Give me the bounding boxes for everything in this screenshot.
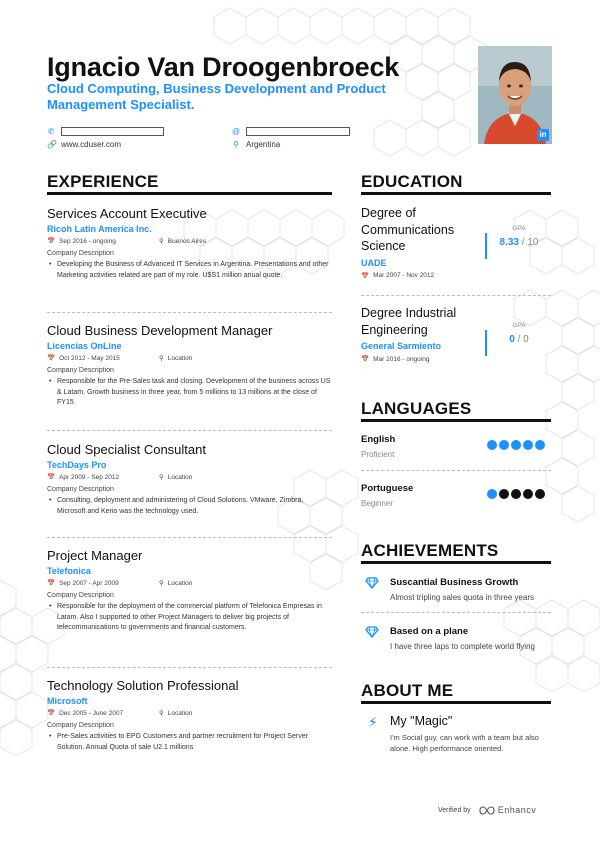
job-company: TechDays Pro xyxy=(47,460,107,470)
achievement-desc: I have three laps to complete world flying xyxy=(390,642,535,651)
gpa-value: 8.33 xyxy=(499,237,519,248)
about-title: My "Magic" xyxy=(390,714,453,728)
infinity-icon xyxy=(479,806,495,815)
location-contact xyxy=(232,140,280,149)
link-icon: 🔗 xyxy=(47,140,57,149)
verified-label: Verified by xyxy=(438,806,471,814)
experience-item xyxy=(47,323,332,409)
gpa-max: 10 xyxy=(527,237,539,248)
website-contact[interactable] xyxy=(47,140,121,149)
job-company: Licencias OnLine xyxy=(47,341,122,351)
diamond-icon xyxy=(365,626,379,638)
education-item xyxy=(361,305,551,363)
job-dates: Dec 2005 - June 2007 xyxy=(59,709,124,717)
location-pin-icon: ⚲ xyxy=(159,580,164,587)
company-description-label: Company Description xyxy=(47,592,114,599)
linkedin-icon[interactable]: in xyxy=(537,129,549,141)
job-location: Location xyxy=(167,354,193,362)
achievement-title: Based on a plane xyxy=(390,626,469,637)
job-location: Location xyxy=(167,579,193,587)
divider xyxy=(361,470,551,471)
company-description-label: Company Description xyxy=(47,486,114,493)
experience-item xyxy=(47,206,332,281)
job-bullet: • Responsible for the deployment of the commercial platform of Telefonica Empresas in Latam. Also I supported to other Project Managers to deliver big projects of telecommunications to governments and financial customers. xyxy=(47,602,332,634)
job-dates: Sep 2007 - Apr 2009 xyxy=(59,579,119,587)
location-pin-icon: ⚲ xyxy=(159,355,164,362)
email-contact xyxy=(232,127,350,136)
calendar-icon: 📅 xyxy=(47,238,56,245)
calendar-icon: 📅 xyxy=(361,356,370,363)
candidate-name: Ignacio Van Droogenbroeck xyxy=(47,52,400,82)
phone-contact xyxy=(47,127,164,136)
achievement-title: Suscantial Business Growth xyxy=(390,577,519,588)
divider xyxy=(47,430,332,431)
calendar-icon: 📅 xyxy=(47,474,56,481)
job-company: Microsoft xyxy=(47,696,88,706)
languages-heading: LANGUAGES xyxy=(361,399,472,418)
degree-title: Degree Industrial Engineering xyxy=(361,306,457,337)
about-desc: I'm Social guy, can work with a team but also alone. High performance oriented. xyxy=(390,733,539,753)
gpa-label: GPA xyxy=(512,225,526,232)
job-title: Technology Solution Professional xyxy=(47,678,239,693)
achievements-heading: ACHIEVEMENTS xyxy=(361,541,499,560)
job-dates: Apr 2009 - Sep 2012 xyxy=(59,473,120,481)
rating-dots xyxy=(487,440,545,450)
experience-heading: EXPERIENCE xyxy=(47,172,159,191)
calendar-icon: 📅 xyxy=(47,710,56,717)
job-title: Cloud Specialist Consultant xyxy=(47,442,206,457)
lightning-icon: ⚡ xyxy=(368,714,378,730)
education-dates: Mar 2016 - ongoing xyxy=(373,355,430,363)
profile-photo xyxy=(478,46,552,144)
divider xyxy=(47,537,332,538)
languages-rule xyxy=(361,419,551,422)
education-dates: Mar 2007 - Nov 2012 xyxy=(373,272,435,279)
gpa-value: 0 xyxy=(509,334,515,345)
website-link[interactable]: www.cduser.com xyxy=(61,140,122,149)
gpa-divider xyxy=(485,233,487,259)
company-description-label: Company Description xyxy=(47,367,114,374)
rating-dot-filled xyxy=(523,440,533,450)
candidate-headline: Cloud Computing, Business Development and Product Management Specialist. xyxy=(47,81,386,112)
job-company: Ricoh Latin America Inc. xyxy=(47,224,152,234)
achievement-item xyxy=(361,626,561,651)
achievements-rule xyxy=(361,561,551,564)
education-rule xyxy=(361,192,551,195)
experience-item xyxy=(47,548,332,634)
rating-dot-filled xyxy=(499,440,509,450)
gpa-separator: / xyxy=(521,237,525,248)
rating-dot-empty xyxy=(511,489,521,499)
gpa-label: GPA xyxy=(512,322,526,329)
email-field[interactable] xyxy=(246,127,350,136)
job-location: Location xyxy=(167,473,193,481)
language-level: Beginner xyxy=(361,499,394,508)
rating-dot-filled xyxy=(487,489,497,499)
school-name: General Sarmiento xyxy=(361,341,442,351)
footer xyxy=(438,805,536,815)
job-location: Location xyxy=(167,709,193,717)
location-pin-icon: ⚲ xyxy=(159,710,164,717)
gpa-block xyxy=(487,322,551,345)
calendar-icon: 📅 xyxy=(47,355,56,362)
gpa-divider xyxy=(485,330,487,356)
about-item xyxy=(361,714,561,754)
achievement-item xyxy=(361,577,561,602)
job-bullet: • Pre-Sales activities to EPG Customers and partner recruitment for Project Server Solution. Annual Quota of sale U2.1 millions xyxy=(47,732,332,753)
job-bullet: • Developing the Business of Advanced IT Services in Argentina. Presentations and other Marketing activities related are part of my role. U$S1 million anual quote. xyxy=(47,260,332,281)
rating-dots xyxy=(487,489,545,499)
job-title: Cloud Business Development Manager xyxy=(47,323,273,338)
about-rule xyxy=(361,701,551,704)
degree-title: Degree of Communications Science xyxy=(361,206,455,253)
phone-icon: ✆ xyxy=(47,127,55,136)
job-dates: Oct 2012 - May 2015 xyxy=(59,354,120,362)
enhancv-logo[interactable] xyxy=(479,805,537,815)
experience-rule xyxy=(47,192,332,195)
gpa-separator: / xyxy=(517,334,521,345)
about-heading: ABOUT ME xyxy=(361,681,454,700)
job-location: Buenos Aires xyxy=(167,237,207,245)
job-bullet: • Responsible for the Pre-Sales task and closing. Development of the business across US & Latam. Growth business in three year, from 5 millions to 13 millions at the close of FY15 xyxy=(47,377,332,409)
divider xyxy=(47,667,332,668)
divider xyxy=(361,295,551,296)
language-level: Proficient xyxy=(361,450,395,459)
rating-dot-empty xyxy=(523,489,533,499)
language-name: Portuguese xyxy=(361,483,414,494)
job-dates: Sep 2016 - ongoing xyxy=(59,237,116,245)
location-pin-icon: ⚲ xyxy=(159,238,164,245)
divider xyxy=(47,312,332,313)
location-pin-icon: ⚲ xyxy=(159,474,164,481)
rating-dot-empty xyxy=(535,489,545,499)
rating-dot-filled xyxy=(535,440,545,450)
job-title: Services Account Executive xyxy=(47,206,207,221)
gpa-max: 0 xyxy=(523,334,529,345)
experience-item xyxy=(47,678,332,753)
company-description-label: Company Description xyxy=(47,722,114,729)
education-item xyxy=(361,205,551,280)
school-name: UADE xyxy=(361,257,387,268)
language-item xyxy=(361,483,551,508)
divider xyxy=(361,612,551,613)
enhancv-brand: Enhancv xyxy=(497,805,537,815)
location-text: Argentina xyxy=(246,140,281,149)
diamond-icon xyxy=(365,577,379,589)
job-title: Project Manager xyxy=(47,548,143,563)
at-icon: @ xyxy=(232,127,241,136)
job-company: Telefonica xyxy=(47,566,91,576)
achievement-desc: Almost tripling sales quota in three years xyxy=(390,593,535,602)
education-heading: EDUCATION xyxy=(361,172,463,191)
rating-dot-filled xyxy=(487,440,497,450)
gpa-block xyxy=(487,225,551,248)
rating-dot-filled xyxy=(511,440,521,450)
calendar-icon: 📅 xyxy=(47,580,56,587)
company-description-label: Company Description xyxy=(47,250,114,257)
calendar-icon: 📅 xyxy=(361,272,370,280)
location-pin-icon: ⚲ xyxy=(233,140,239,149)
phone-field[interactable] xyxy=(61,127,164,136)
job-bullet: • Consulting, deployment and administering of Cloud Solutions. VMware, Zimbra, Microsoft and Kerio was the technology used. xyxy=(47,496,332,517)
experience-item xyxy=(47,442,332,517)
language-name: English xyxy=(361,434,396,445)
rating-dot-empty xyxy=(499,489,509,499)
language-item xyxy=(361,434,551,459)
